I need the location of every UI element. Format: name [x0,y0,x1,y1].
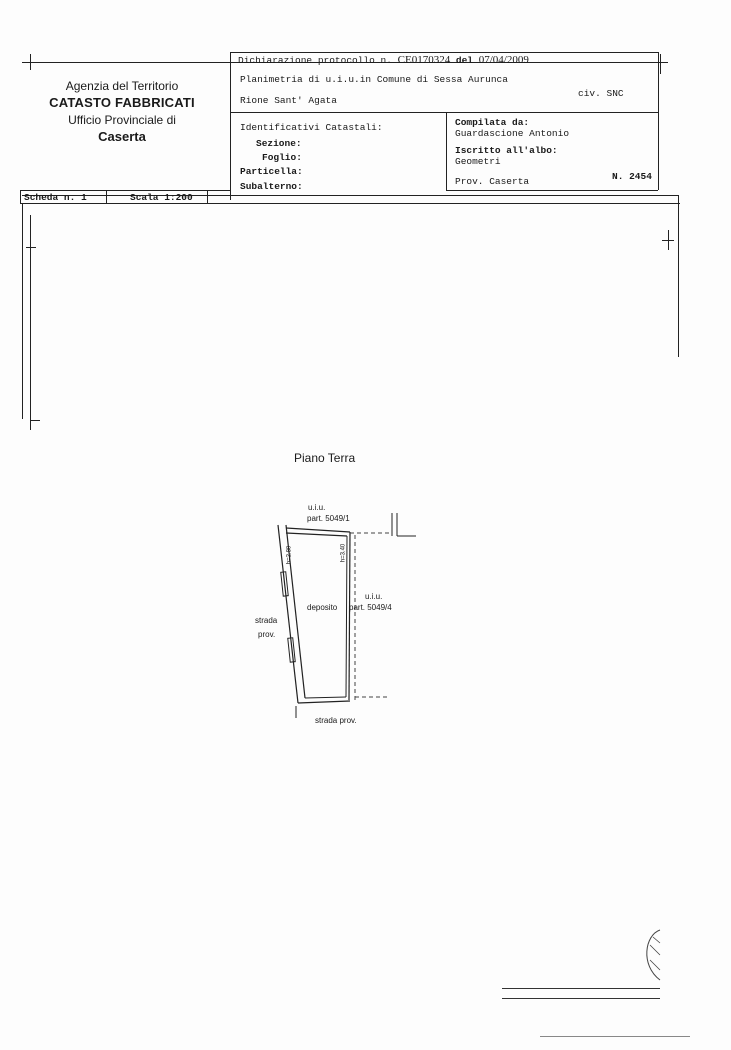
scale: Scala 1:200 [130,192,193,203]
province-text: Prov. Caserta [455,176,530,187]
footer-line-1 [502,988,660,989]
south-wall [298,701,350,703]
west-road-label-1: strada [255,616,278,625]
foglio-label: Foglio: [262,152,302,163]
declaration-number: CE0170324 [397,54,451,66]
register-value: Geometri [455,156,501,167]
identifiers-title: Identificativi Catastali: [240,122,383,133]
height-label-right: h=3.40 [340,543,347,563]
civic-number: civ. SNC [578,88,624,99]
height-label-left: h=2.80 [286,545,293,565]
register-number: N. 2454 [612,171,652,182]
scheda-number: Scheda n. 1 [24,192,87,203]
address: Rione Sant' Agata [240,95,337,106]
declaration-label: Dichiarazione protocollo n. [238,55,392,66]
room-label: deposito [307,603,338,612]
plan-title: Piano Terra [294,451,356,465]
stamp-mark-icon [620,925,680,985]
agency-name: Agenzia del Territorio [65,79,179,93]
footer-line-3 [540,1036,690,1037]
office-label: Ufficio Provinciale di [68,112,176,127]
compiled-by-label: Compilata da: [455,117,530,128]
planimetry-text: Planimetria di u.i.u.in Comune di Sessa Aurunca [240,74,508,85]
subalterno-label: Subalterno: [240,181,303,192]
east-neighbor-label-2: part. 5049/4 [349,603,392,612]
office-city: Caserta [98,128,146,144]
date-label: del [455,55,474,66]
declaration-date: 07/04/2009 [478,54,529,66]
sezione-label: Sezione: [256,138,302,149]
north-wall [286,528,350,532]
registry-type: CATASTO FABBRICATI [49,95,195,111]
register-label: Iscritto all'albo: [455,145,558,156]
footer-line-2 [502,998,660,999]
south-wall-inner [305,697,346,698]
north-neighbor-label-2: part. 5049/1 [307,514,350,523]
east-wall [349,532,350,700]
north-wall-inner [286,533,347,536]
west-road-label-2: prov. [258,630,276,639]
east-neighbor-label-1: u.i.u. [365,592,383,601]
compiled-by-name: Guardascione Antonio [455,128,570,139]
north-neighbor-label-1: u.i.u. [308,503,326,512]
south-road-label: strada prov. [315,716,357,725]
particella-label: Particella: [240,166,303,177]
